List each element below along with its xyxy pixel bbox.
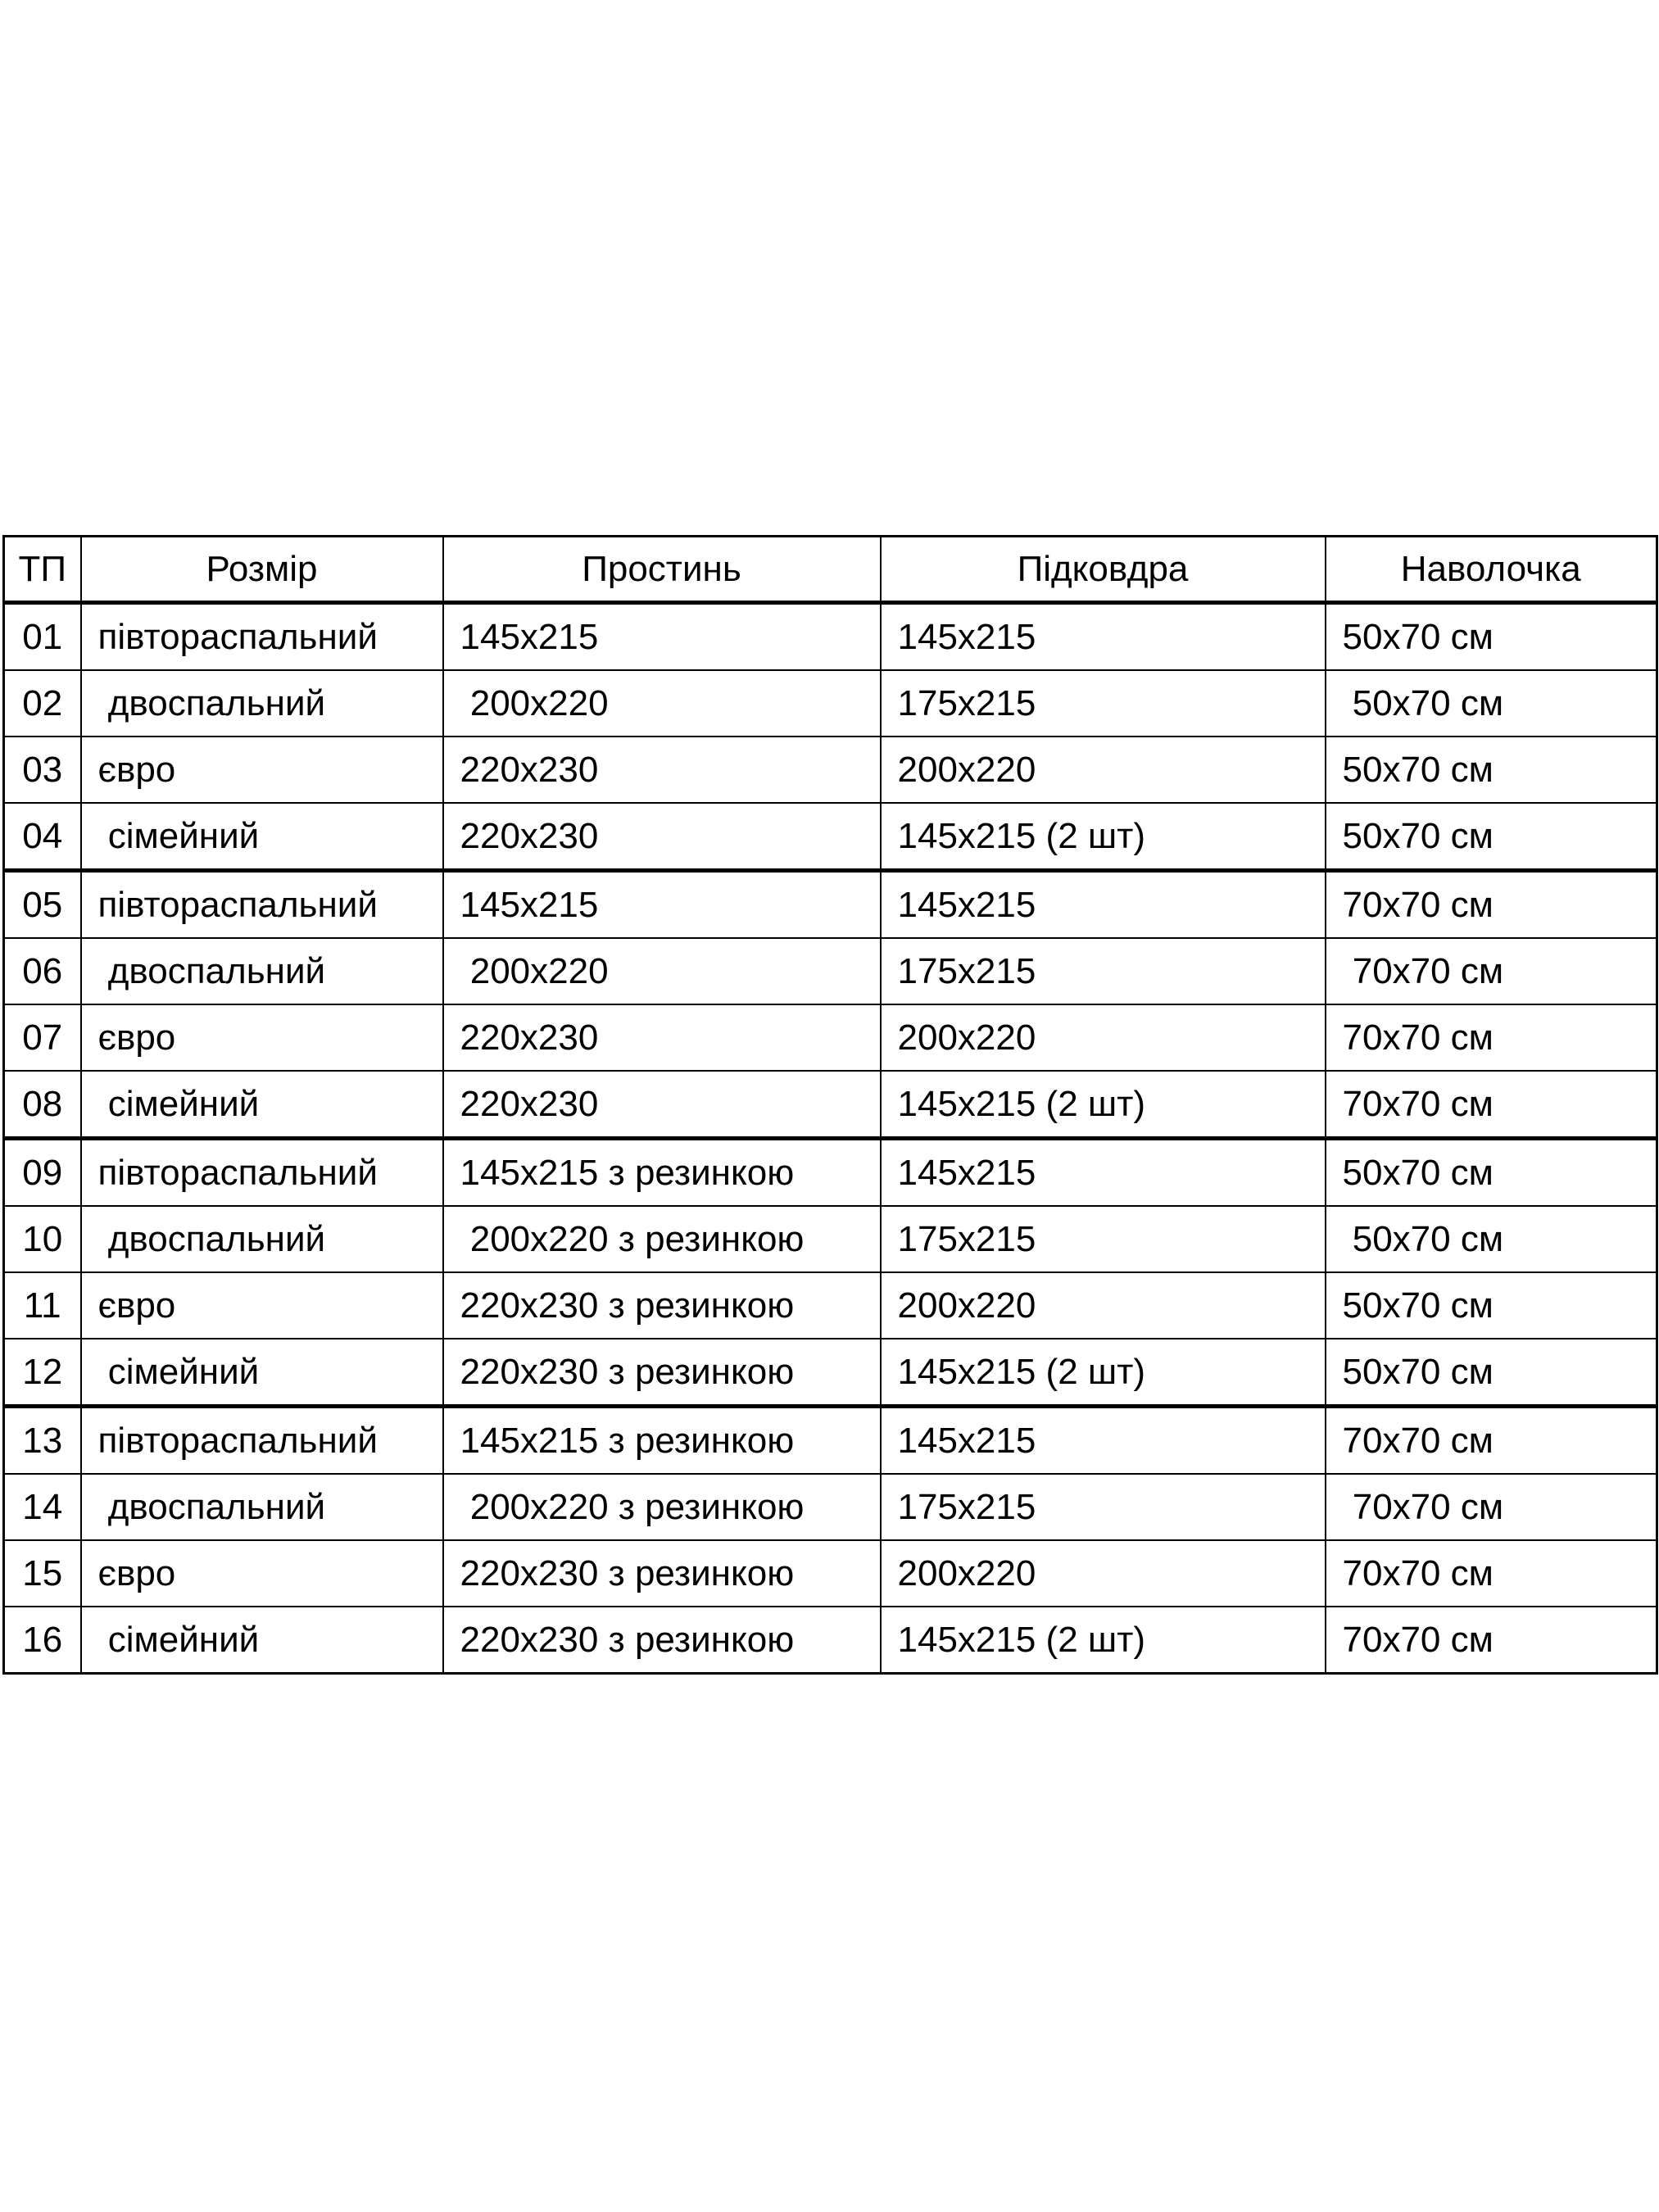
cell-navolochka: 50x70 см bbox=[1326, 1206, 1657, 1272]
cell-navolochka: 70x70 см bbox=[1326, 938, 1657, 1004]
cell-tp: 03 bbox=[4, 737, 81, 803]
cell-navolochka: 70x70 см bbox=[1326, 1004, 1657, 1071]
table-row bbox=[4, 871, 1657, 939]
table-row bbox=[4, 1339, 1657, 1407]
cell-rozmir: півтораспальний bbox=[81, 1407, 443, 1475]
header-cell-tp: ТП bbox=[4, 537, 81, 603]
cell-rozmir: півтораспальний bbox=[81, 603, 443, 671]
header-cell-navolochka: Наволочка bbox=[1326, 537, 1657, 603]
table-row bbox=[4, 1004, 1657, 1071]
header-cell-rozmir: Розмір bbox=[81, 537, 443, 603]
cell-prostyn: 220x230 bbox=[443, 1004, 881, 1071]
cell-rozmir: двоспальний bbox=[81, 1474, 443, 1540]
cell-prostyn: 220x230 bbox=[443, 737, 881, 803]
table-row bbox=[4, 603, 1657, 671]
cell-rozmir: сімейний bbox=[81, 803, 443, 871]
table-row bbox=[4, 938, 1657, 1004]
cell-navolochka: 70x70 см bbox=[1326, 1607, 1657, 1674]
cell-prostyn: 220x230 з резинкою bbox=[443, 1339, 881, 1407]
cell-navolochka: 50x70 см bbox=[1326, 737, 1657, 803]
cell-rozmir: сімейний bbox=[81, 1339, 443, 1407]
cell-pidkovdra: 145x215 bbox=[881, 1407, 1326, 1475]
cell-tp: 04 bbox=[4, 803, 81, 871]
bedding-size-table bbox=[2, 535, 1658, 1675]
cell-pidkovdra: 175x215 bbox=[881, 670, 1326, 737]
cell-pidkovdra: 145x215 bbox=[881, 1139, 1326, 1207]
cell-tp: 10 bbox=[4, 1206, 81, 1272]
cell-rozmir: двоспальний bbox=[81, 938, 443, 1004]
cell-prostyn: 220x230 з резинкою bbox=[443, 1540, 881, 1607]
cell-pidkovdra: 145x215 bbox=[881, 871, 1326, 939]
cell-pidkovdra: 145x215 (2 шт) bbox=[881, 803, 1326, 871]
table-row bbox=[4, 737, 1657, 803]
cell-rozmir: сімейний bbox=[81, 1071, 443, 1139]
table-row bbox=[4, 1474, 1657, 1540]
cell-tp: 05 bbox=[4, 871, 81, 939]
cell-pidkovdra: 145x215 bbox=[881, 603, 1326, 671]
cell-tp: 07 bbox=[4, 1004, 81, 1071]
cell-tp: 11 bbox=[4, 1272, 81, 1339]
cell-prostyn: 200x220 bbox=[443, 670, 881, 737]
cell-rozmir: півтораспальний bbox=[81, 871, 443, 939]
header-cell-prostyn: Простинь bbox=[443, 537, 881, 603]
cell-tp: 09 bbox=[4, 1139, 81, 1207]
table-row bbox=[4, 1206, 1657, 1272]
cell-tp: 16 bbox=[4, 1607, 81, 1674]
cell-rozmir: сімейний bbox=[81, 1607, 443, 1674]
cell-prostyn: 220x230 з резинкою bbox=[443, 1607, 881, 1674]
cell-prostyn: 220x230 з резинкою bbox=[443, 1272, 881, 1339]
cell-tp: 15 bbox=[4, 1540, 81, 1607]
cell-pidkovdra: 145x215 (2 шт) bbox=[881, 1339, 1326, 1407]
cell-pidkovdra: 175x215 bbox=[881, 938, 1326, 1004]
cell-prostyn: 145x215 з резинкою bbox=[443, 1407, 881, 1475]
cell-navolochka: 50x70 см bbox=[1326, 1339, 1657, 1407]
table-row bbox=[4, 1071, 1657, 1139]
cell-tp: 01 bbox=[4, 603, 81, 671]
cell-navolochka: 50x70 см bbox=[1326, 670, 1657, 737]
cell-pidkovdra: 175x215 bbox=[881, 1206, 1326, 1272]
cell-pidkovdra: 200x220 bbox=[881, 737, 1326, 803]
cell-navolochka: 50x70 см bbox=[1326, 803, 1657, 871]
cell-navolochka: 70x70 см bbox=[1326, 1071, 1657, 1139]
cell-navolochka: 50x70 см bbox=[1326, 1272, 1657, 1339]
cell-navolochka: 50x70 см bbox=[1326, 1139, 1657, 1207]
cell-pidkovdra: 145x215 (2 шт) bbox=[881, 1071, 1326, 1139]
cell-rozmir: двоспальний bbox=[81, 1206, 443, 1272]
cell-rozmir: євро bbox=[81, 737, 443, 803]
cell-pidkovdra: 200x220 bbox=[881, 1004, 1326, 1071]
cell-prostyn: 200x220 з резинкою bbox=[443, 1474, 881, 1540]
cell-prostyn: 145x215 bbox=[443, 871, 881, 939]
cell-tp: 14 bbox=[4, 1474, 81, 1540]
table-row bbox=[4, 803, 1657, 871]
header-cell-pidkovdra: Підковдра bbox=[881, 537, 1326, 603]
cell-tp: 02 bbox=[4, 670, 81, 737]
cell-prostyn: 200x220 з резинкою bbox=[443, 1206, 881, 1272]
table-row bbox=[4, 1607, 1657, 1674]
table-body bbox=[4, 603, 1657, 1674]
cell-tp: 08 bbox=[4, 1071, 81, 1139]
cell-navolochka: 70x70 см bbox=[1326, 1474, 1657, 1540]
table-row bbox=[4, 1139, 1657, 1207]
cell-rozmir: євро bbox=[81, 1272, 443, 1339]
cell-navolochka: 70x70 см bbox=[1326, 1540, 1657, 1607]
cell-pidkovdra: 200x220 bbox=[881, 1272, 1326, 1339]
cell-rozmir: двоспальний bbox=[81, 670, 443, 737]
table-row bbox=[4, 1407, 1657, 1475]
cell-navolochka: 70x70 см bbox=[1326, 1407, 1657, 1475]
cell-prostyn: 145x215 bbox=[443, 603, 881, 671]
cell-prostyn: 220x230 bbox=[443, 1071, 881, 1139]
cell-pidkovdra: 175x215 bbox=[881, 1474, 1326, 1540]
cell-navolochka: 50x70 см bbox=[1326, 603, 1657, 671]
table-row bbox=[4, 670, 1657, 737]
table-row bbox=[4, 1540, 1657, 1607]
cell-tp: 13 bbox=[4, 1407, 81, 1475]
cell-rozmir: євро bbox=[81, 1004, 443, 1071]
cell-rozmir: євро bbox=[81, 1540, 443, 1607]
cell-tp: 06 bbox=[4, 938, 81, 1004]
cell-pidkovdra: 145x215 (2 шт) bbox=[881, 1607, 1326, 1674]
cell-navolochka: 70x70 см bbox=[1326, 871, 1657, 939]
table-row bbox=[4, 1272, 1657, 1339]
cell-prostyn: 200x220 bbox=[443, 938, 881, 1004]
cell-tp: 12 bbox=[4, 1339, 81, 1407]
cell-pidkovdra: 200x220 bbox=[881, 1540, 1326, 1607]
cell-prostyn: 145x215 з резинкою bbox=[443, 1139, 881, 1207]
header-row bbox=[4, 537, 1657, 603]
cell-prostyn: 220x230 bbox=[443, 803, 881, 871]
cell-rozmir: півтораспальний bbox=[81, 1139, 443, 1207]
